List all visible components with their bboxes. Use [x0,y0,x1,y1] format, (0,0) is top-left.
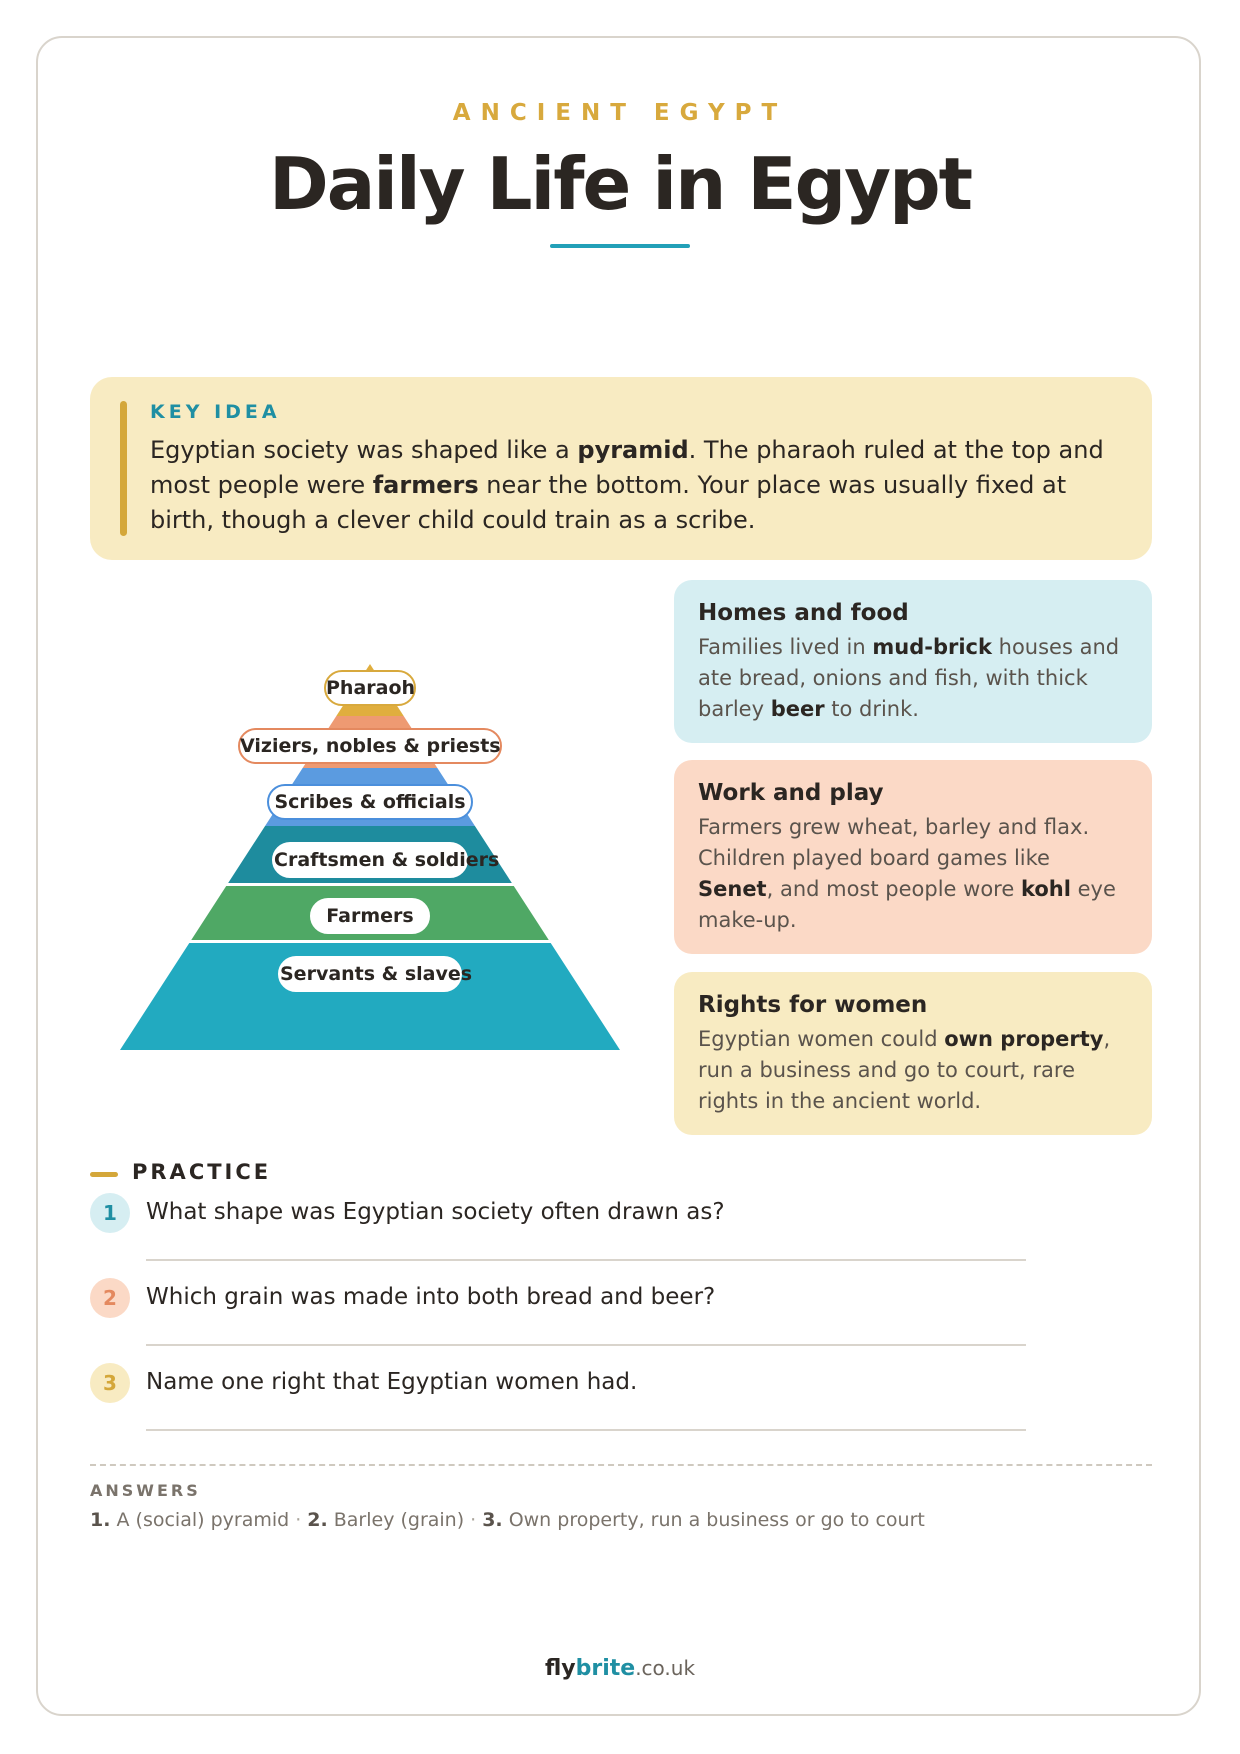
key-idea-accent-bar [120,401,127,536]
question-number-3: 3 [90,1363,130,1403]
question-text-1: What shape was Egyptian society often drawn as? [146,1199,725,1225]
answer-line-1[interactable] [146,1259,1026,1261]
card-text-part: Egyptian women could [698,1027,945,1051]
answer-separator: · [470,1509,477,1531]
card-bold-beer: beer [770,697,825,721]
answer-separator: · [295,1509,302,1531]
card-text-part: Families lived in [698,635,873,659]
answer-text: Own property, run a business or go to court [508,1509,925,1531]
title-underline [550,244,690,248]
card-text-part: , and most people wore [766,877,1021,901]
practice-dash [90,1172,118,1177]
answer-text: Barley (grain) [333,1509,465,1531]
answer-text: A (social) pyramid [116,1509,290,1531]
answers-divider [90,1464,1152,1466]
pyramid-label-viziers: Viziers, nobles & priests [238,728,502,764]
key-idea-text-part: near the bottom. Your place was usually fixed at birth, though a clever child could train as a scribe. [150,471,1067,534]
answer-number: 2. [307,1509,328,1531]
answers-heading: ANSWERS [90,1481,201,1500]
card-body [698,812,1128,936]
card-bold-senet: Senet [698,877,767,901]
card-work-and-play [674,760,1152,954]
card-text-part: Farmers grew wheat, barley and flax. Children played board games like [698,815,1090,870]
card-body [698,1024,1128,1117]
key-idea-text-part: Egyptian society was shaped like a [150,436,578,464]
answer-number: 1. [90,1509,111,1531]
topic-eyebrow: ANCIENT EGYPT [452,100,788,126]
card-bold-kohl: kohl [1020,877,1071,901]
card-bold-own-property: own property [944,1027,1104,1051]
brand-fly: fly [544,1656,576,1681]
pyramid-label-servants: Servants & slaves [278,956,462,992]
footer-brand[interactable] [0,1656,1240,1681]
answer-line-2[interactable] [146,1344,1026,1346]
key-idea-label: KEY IDEA [150,401,281,423]
key-idea-text [150,433,1125,538]
key-idea-text-part: . The pharaoh ruled at the top and most people were [150,436,1104,499]
answers-list [90,1509,925,1531]
card-bold-mud-brick: mud-brick [872,635,992,659]
page-title: Daily Life in Egypt [268,142,972,226]
pyramid-label-farmers: Farmers [310,898,430,934]
brand-domain: .co.uk [635,1656,696,1680]
card-text-part: eye make-up. [698,877,1116,932]
pyramid-label-craftsmen: Craftsmen & soldiers [272,842,468,878]
card-body [698,632,1128,725]
card-text-part: to drink. [824,697,919,721]
answer-line-3[interactable] [146,1429,1026,1431]
card-title: Homes and food [698,600,909,626]
social-pyramid-diagram [120,664,620,1050]
card-rights-for-women [674,972,1152,1135]
card-text-part: , run a business and go to court, rare rights in the ancient world. [698,1027,1111,1113]
answer-number: 3. [482,1509,503,1531]
pyramid-label-pharaoh: Pharaoh [324,670,416,706]
question-text-2: Which grain was made into both bread and beer? [146,1284,716,1310]
key-idea-box [90,377,1152,560]
practice-heading: PRACTICE [132,1160,272,1184]
key-idea-bold-farmers: farmers [372,471,479,499]
card-title: Rights for women [698,992,928,1018]
key-idea-bold-pyramid: pyramid [577,436,689,464]
brand-brite: brite [575,1656,636,1681]
question-text-3: Name one right that Egyptian women had. [146,1369,638,1395]
card-title: Work and play [698,780,884,806]
card-text-part: houses and ate bread, onions and fish, with thick barley [698,635,1120,721]
question-number-2: 2 [90,1278,130,1318]
question-number-1: 1 [90,1193,130,1233]
card-homes-and-food [674,580,1152,743]
pyramid-label-scribes: Scribes & officials [267,784,473,820]
